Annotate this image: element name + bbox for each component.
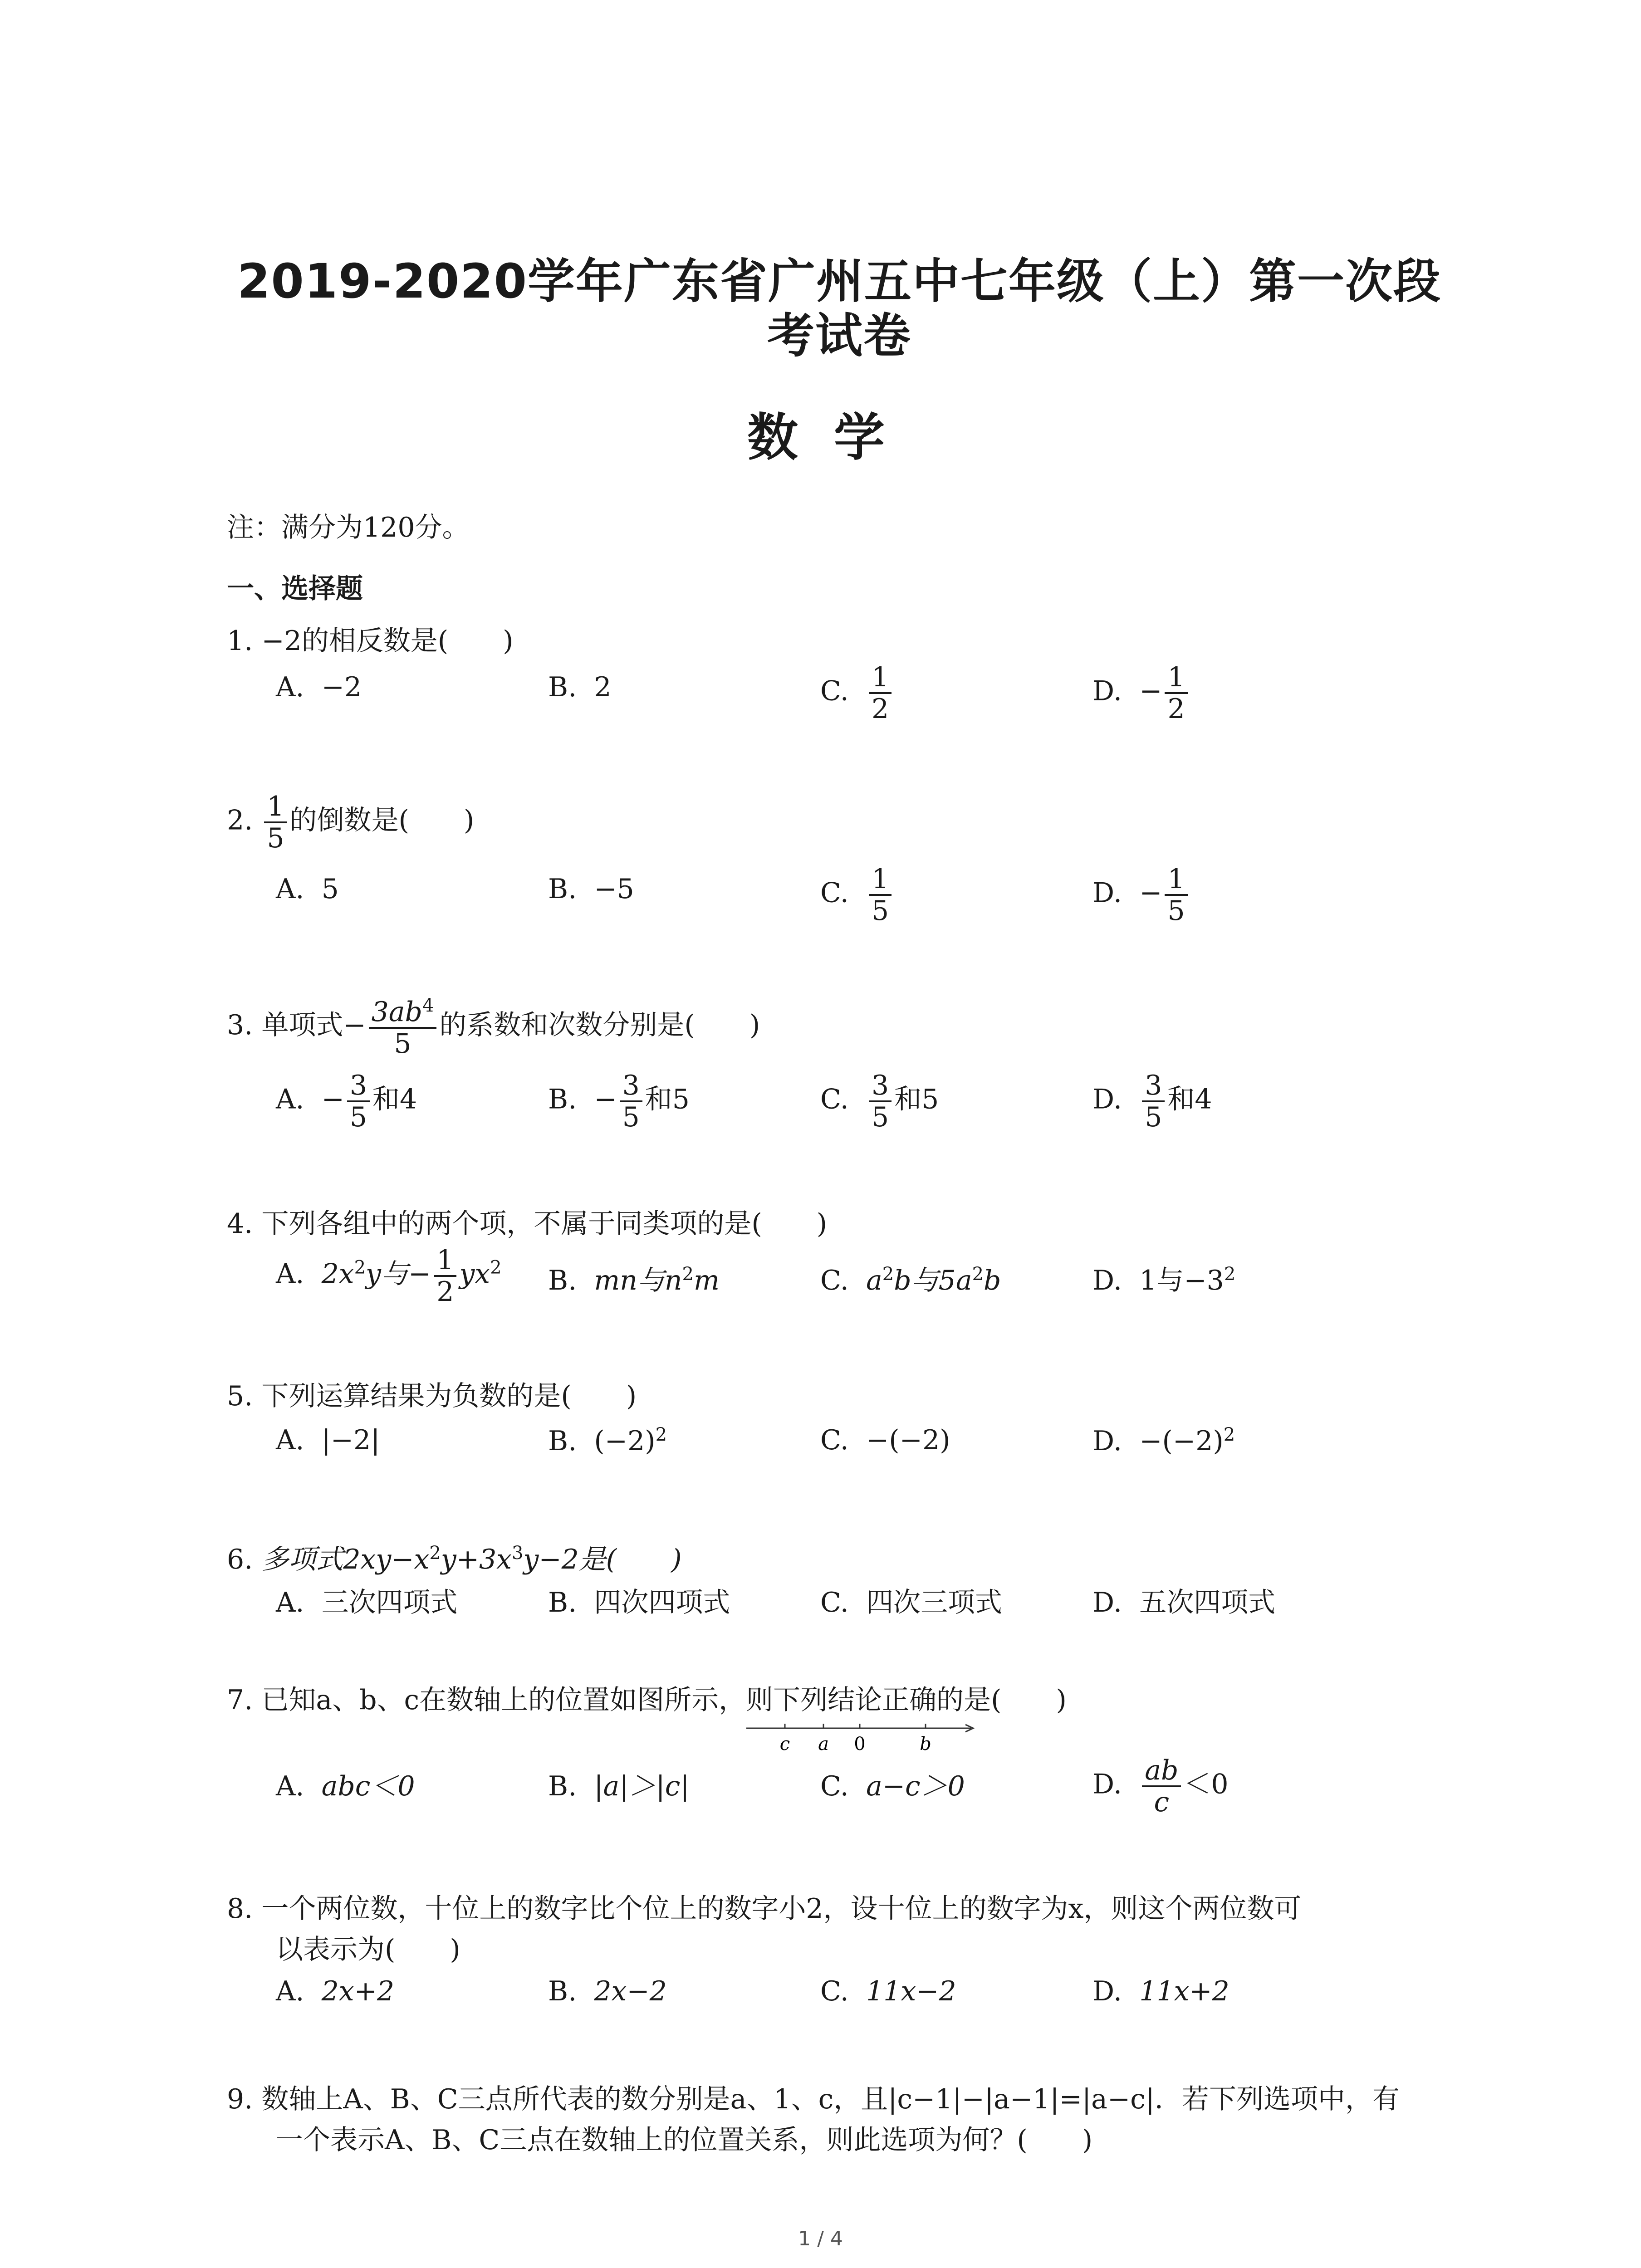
option-c[interactable]: C. a−c＞0	[820, 1770, 965, 1802]
option-b[interactable]: B. mn与$n^2m$	[548, 1264, 720, 1296]
option-c[interactable]: C. $a^2b$与$5a^2b$	[820, 1264, 1001, 1296]
number-line-figure	[744, 1719, 980, 1760]
question-number: 6.	[227, 1544, 253, 1575]
exam-title-line2: 考试卷	[767, 308, 911, 363]
question-5	[227, 1374, 637, 1413]
option-a[interactable]: A. 2x+2	[276, 1975, 395, 2007]
option-d[interactable]: D. $-(-2)^2$	[1092, 1424, 1235, 1457]
option-c[interactable]: C. −(−2)	[820, 1424, 950, 1456]
option-d[interactable]: D. $\frac{3}{5}$ 和4	[1092, 1070, 1212, 1133]
question-9-line2: 一个表示A、B、C三点在数轴上的位置关系，则此选项为何？( )	[276, 2124, 1093, 2156]
option-c[interactable]: C. $\frac{1}{2}$	[820, 662, 894, 724]
question-number: 3.	[227, 1009, 253, 1041]
option-b[interactable]: B. 2x−2	[548, 1975, 667, 2007]
axis-label-b: b	[920, 1734, 931, 1755]
question-4	[227, 1202, 827, 1241]
question-3: 3. 单项式− $\frac{3ab^4}{5}$ 的系数和次数分别是( )	[227, 995, 760, 1060]
question-text: 下列各组中的两个项，不属于同类项的是( )	[261, 1208, 828, 1240]
subject-heading: 数 学	[747, 408, 894, 467]
option-a[interactable]: A. $2x^2y$与− $\frac{1}{2}$ $yx^2$	[276, 1244, 502, 1308]
question-6: 6. 多项式$2xy-x^2y+3x^3y-2$是( )	[227, 1543, 682, 1575]
option-a[interactable]: A. − $\frac{3}{5}$ 和4	[276, 1070, 417, 1133]
question-number: 8.	[227, 1893, 253, 1925]
option-d[interactable]: D. 1与$-3^2$	[1092, 1264, 1236, 1296]
option-c[interactable]: C. 四次三项式	[820, 1587, 1002, 1618]
score-note: 注：满分为120分。	[227, 512, 470, 543]
option-a[interactable]: A. 5	[276, 873, 339, 905]
question-text-line1: 数轴上A、B、C三点所代表的数分别是a、1、c，且|c−1|−|a−1|=|a−c|．若下列选项中，有	[261, 2083, 1400, 2115]
question-text: −2的相反数是( )	[261, 625, 514, 657]
question-9	[227, 2077, 1400, 2116]
question-number: 4.	[227, 1208, 253, 1240]
question-number: 1.	[227, 625, 253, 657]
axis-label-a: a	[818, 1734, 829, 1755]
question-text: 的系数和次数分别是( )	[439, 1009, 760, 1041]
option-c[interactable]: C. $\frac{3}{5}$ 和5	[820, 1070, 939, 1133]
option-c[interactable]: C. $\frac{1}{5}$	[820, 864, 894, 926]
exam-title-line1: 2019-2020学年广东省广州五中七年级（上）第一次段	[237, 254, 1442, 309]
option-b[interactable]: B. − $\frac{3}{5}$ 和5	[548, 1070, 690, 1133]
option-d[interactable]: D. $\frac{ab}{c}$ ＜0	[1092, 1755, 1229, 1818]
question-text: 的倒数是( )	[289, 804, 475, 836]
option-b[interactable]: B. 2	[548, 671, 612, 703]
question-text: 已知a、b、c在数轴上的位置如图所示，则下列结论正确的是( )	[261, 1684, 1067, 1716]
question-number: 9.	[227, 2083, 253, 2115]
axis-label-c: c	[779, 1734, 790, 1755]
option-a[interactable]: A. 三次四项式	[276, 1587, 458, 1618]
question-number: 2.	[227, 804, 253, 836]
page-number: 1 / 4	[798, 2227, 843, 2250]
option-c[interactable]: C. 11x−2	[820, 1975, 956, 2007]
option-d[interactable]: D. − $\frac{1}{2}$	[1092, 662, 1190, 724]
question-number: 5.	[227, 1380, 253, 1412]
question-number: 7.	[227, 1684, 253, 1716]
option-d[interactable]: D. 五次四项式	[1092, 1587, 1276, 1618]
option-d[interactable]: D. 11x+2	[1092, 1975, 1230, 2007]
option-b[interactable]: B. $(-2)^2$	[548, 1424, 667, 1457]
option-a[interactable]: A. |−2|	[276, 1424, 380, 1456]
option-b[interactable]: B. |a|＞|c|	[548, 1770, 690, 1802]
question-8-line2: 以表示为( )	[276, 1934, 460, 1965]
axis-label-zero: 0	[854, 1734, 866, 1755]
option-a[interactable]: A. −2	[276, 671, 362, 703]
option-b[interactable]: B. 四次四项式	[548, 1587, 730, 1618]
section-heading-choice: 一、选择题	[227, 573, 363, 605]
option-d[interactable]: D. − $\frac{1}{5}$	[1092, 864, 1190, 926]
option-b[interactable]: B. −5	[548, 873, 634, 905]
question-7	[227, 1678, 1067, 1717]
question-text-line1: 一个两位数，十位上的数字比个位上的数字小2，设十位上的数字为x，则这个两位数可	[261, 1893, 1302, 1925]
question-8	[227, 1887, 1301, 1926]
question-2: 2. $\frac{1}{5}$ 的倒数是( )	[227, 791, 475, 854]
question-text: 下列运算结果为负数的是( )	[261, 1380, 637, 1412]
option-a[interactable]: A. abc＜0	[276, 1770, 415, 1802]
question-1	[227, 619, 514, 658]
